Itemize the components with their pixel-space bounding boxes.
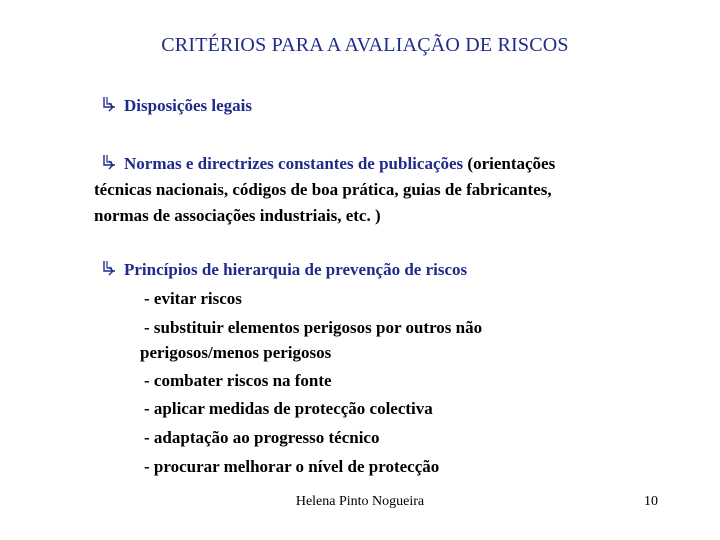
bullet-legal-provisions-label: Disposições legais <box>124 96 252 115</box>
list-item: - procurar melhorar o nível de protecção <box>144 457 440 476</box>
arrow-icon <box>100 95 118 113</box>
bullet-norms <box>100 151 555 177</box>
bullet-prevention-hierarchy <box>100 257 467 283</box>
arrow-icon <box>100 153 118 171</box>
bullet-prevention-hierarchy-label: Princípios de hierarquia de prevenção de riscos <box>124 260 468 279</box>
list-item: - adaptação ao progresso técnico <box>144 428 380 447</box>
bullet-norms-line3: normas de associações industriais, etc. ) <box>94 206 381 225</box>
list-item: - substituir elementos perigosos por outros não <box>144 318 483 337</box>
bullet-norms-suffix: (orientações <box>463 154 556 173</box>
list-item: - evitar riscos <box>144 289 242 308</box>
list-item: - aplicar medidas de protecção colectiva <box>144 399 433 418</box>
footer-author: Helena Pinto Nogueira <box>295 494 425 509</box>
arrow-icon <box>100 259 118 277</box>
page-number: 10 <box>644 494 658 509</box>
list-item: perigosos/menos perigosos <box>140 343 332 362</box>
bullet-norms-label: Normas e directrizes constantes de publicações <box>124 154 464 173</box>
slide-title: CRITÉRIOS PARA A AVALIAÇÃO DE RISCOS <box>161 34 569 56</box>
list-item: - combater riscos na fonte <box>144 371 332 390</box>
bullet-legal-provisions <box>100 93 252 119</box>
bullet-norms-line2: técnicas nacionais, códigos de boa prática, guias de fabricantes, <box>94 180 552 199</box>
